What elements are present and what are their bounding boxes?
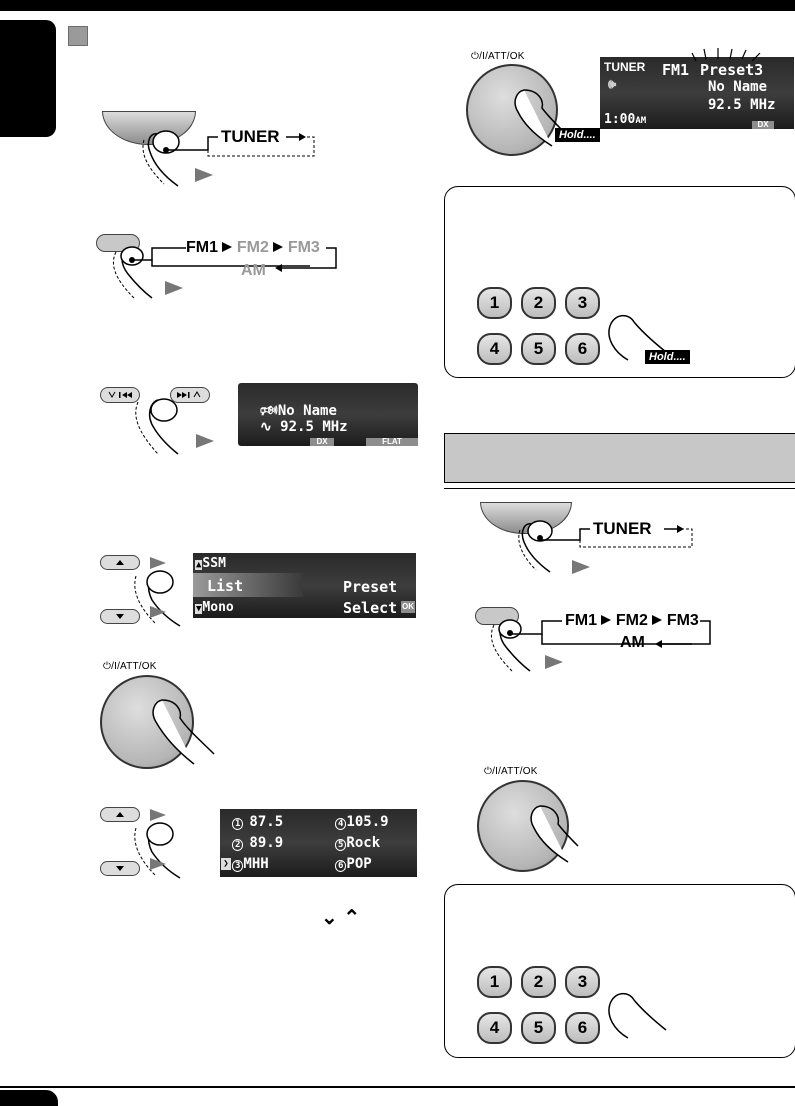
press-direction-arrow <box>196 434 214 448</box>
preset-list-display <box>220 809 417 877</box>
antenna-icon: 🕬 <box>260 403 278 419</box>
preset-number: 4 <box>335 818 346 830</box>
preset-button-3[interactable]: 3 <box>565 966 600 998</box>
preset-button-5[interactable]: 5 <box>521 333 556 365</box>
store-source: TUNER <box>604 60 646 74</box>
eq-badge: FLAT <box>366 438 418 446</box>
press-direction-arrow <box>150 557 166 569</box>
station-name: 🕬No Name <box>260 403 337 419</box>
band-fm3: FM3 <box>287 239 320 256</box>
band-fm1: FM1 <box>186 239 218 256</box>
store-display <box>600 57 794 129</box>
band-fm2: FM2 <box>615 612 648 629</box>
band-am: AM <box>620 634 645 651</box>
band-fm1: FM1 <box>565 612 597 629</box>
hold-label: Hold.... <box>555 128 600 142</box>
preset-button-3[interactable]: 3 <box>565 287 600 319</box>
store-name: No Name <box>708 79 768 95</box>
section-header-box <box>444 433 795 483</box>
menu-item-mid: List <box>207 577 244 595</box>
finger-press-illustration-knob <box>528 802 588 862</box>
knob-label: ⏻/I/ATT/OK <box>103 661 157 672</box>
menu-item-up: ▲SSM <box>196 556 226 571</box>
source-flow-tuner-label: TUNER <box>221 127 280 146</box>
up-arrow-icon: ▲ <box>196 560 202 570</box>
band-fm3: FM3 <box>666 612 699 629</box>
store-clock: 1:00AM <box>604 112 647 127</box>
preset-button-2[interactable]: 2 <box>521 287 556 319</box>
preset-number: 1 <box>232 818 243 830</box>
flow-arrow <box>222 242 232 252</box>
store-preset: Preset3 <box>700 61 764 79</box>
band-am: AM <box>241 262 266 279</box>
flow-arrow <box>601 615 611 625</box>
preset-button-4[interactable]: 4 <box>477 333 512 365</box>
preset-number: 3 <box>232 860 243 872</box>
bottom-rule <box>0 1086 795 1088</box>
store-band: FM1 <box>662 61 690 79</box>
top-bar <box>0 0 795 11</box>
dx-badge: DX <box>752 121 774 129</box>
preset-button-6[interactable]: 6 <box>565 333 600 365</box>
source-flow-tuner-label: TUNER <box>593 519 652 538</box>
selection-cursor-icon: ❯ <box>221 858 231 870</box>
flow-arrow <box>273 242 283 252</box>
preset-button-6[interactable]: 6 <box>565 1012 600 1044</box>
preset-number: 6 <box>335 860 346 872</box>
press-direction-arrow <box>150 809 166 821</box>
preset-number: 2 <box>232 839 243 851</box>
store-freq: 92.5 MHz <box>708 97 776 113</box>
down-up-glyphs: ⌄ ⌃ <box>321 907 361 929</box>
page-number-tab <box>0 1090 58 1106</box>
preset-button-2[interactable]: 2 <box>521 966 556 998</box>
preset-list-item: 6 POP <box>335 856 372 872</box>
press-direction-arrow <box>150 858 166 870</box>
press-direction-arrow <box>572 560 590 574</box>
band-fm2: FM2 <box>236 239 269 256</box>
press-direction-arrow <box>150 606 166 618</box>
menu-display <box>193 553 416 618</box>
hold-label: Hold.... <box>645 350 690 364</box>
blink-rays-icon <box>690 47 770 63</box>
preset-list-item: 1 87.5 <box>232 814 283 830</box>
preset-list-item: 5 Rock <box>335 835 380 851</box>
preset-button-4[interactable]: 4 <box>477 1012 512 1044</box>
preset-list-item: 4 105.9 <box>335 814 389 830</box>
preset-button-1[interactable]: 1 <box>477 966 512 998</box>
menu-right-bottom: Select <box>343 599 398 617</box>
menu-item-down: ▼Mono <box>196 600 234 615</box>
section-header-divider <box>444 488 795 489</box>
preset-button-1[interactable]: 1 <box>477 287 512 319</box>
dx-badge: DX <box>310 438 334 446</box>
language-side-tab <box>0 20 56 137</box>
down-arrow-icon: ▼ <box>196 604 202 614</box>
menu-right-top: Preset <box>343 578 398 596</box>
finger-press-illustration-list <box>130 820 210 880</box>
band-flow <box>565 612 699 630</box>
preset-number: 5 <box>335 839 346 851</box>
knob-label: ⏻/I/ATT/OK <box>484 766 538 777</box>
press-direction-arrow <box>165 281 183 295</box>
finger-press-illustration-knob <box>148 696 218 766</box>
press-direction-arrow <box>545 655 563 669</box>
finger-press-illustration-preset <box>604 990 674 1040</box>
preset-button-5[interactable]: 5 <box>521 1012 556 1044</box>
band-flow <box>186 239 320 257</box>
stereo-icon: ∿ <box>260 419 281 435</box>
preset-list-item: 3 MHH <box>232 856 269 872</box>
section-marker-square <box>68 26 88 46</box>
knob-label: ⏻/I/ATT/OK <box>471 51 525 62</box>
flow-arrow <box>652 615 662 625</box>
station-frequency: ∿ 92.5 MHz <box>260 419 348 435</box>
preset-list-item: 2 89.9 <box>232 835 283 851</box>
press-direction-arrow <box>195 168 213 182</box>
ok-badge: OK <box>402 602 414 611</box>
tune-display <box>238 383 418 446</box>
signal-icon: 🕪 <box>608 77 617 92</box>
